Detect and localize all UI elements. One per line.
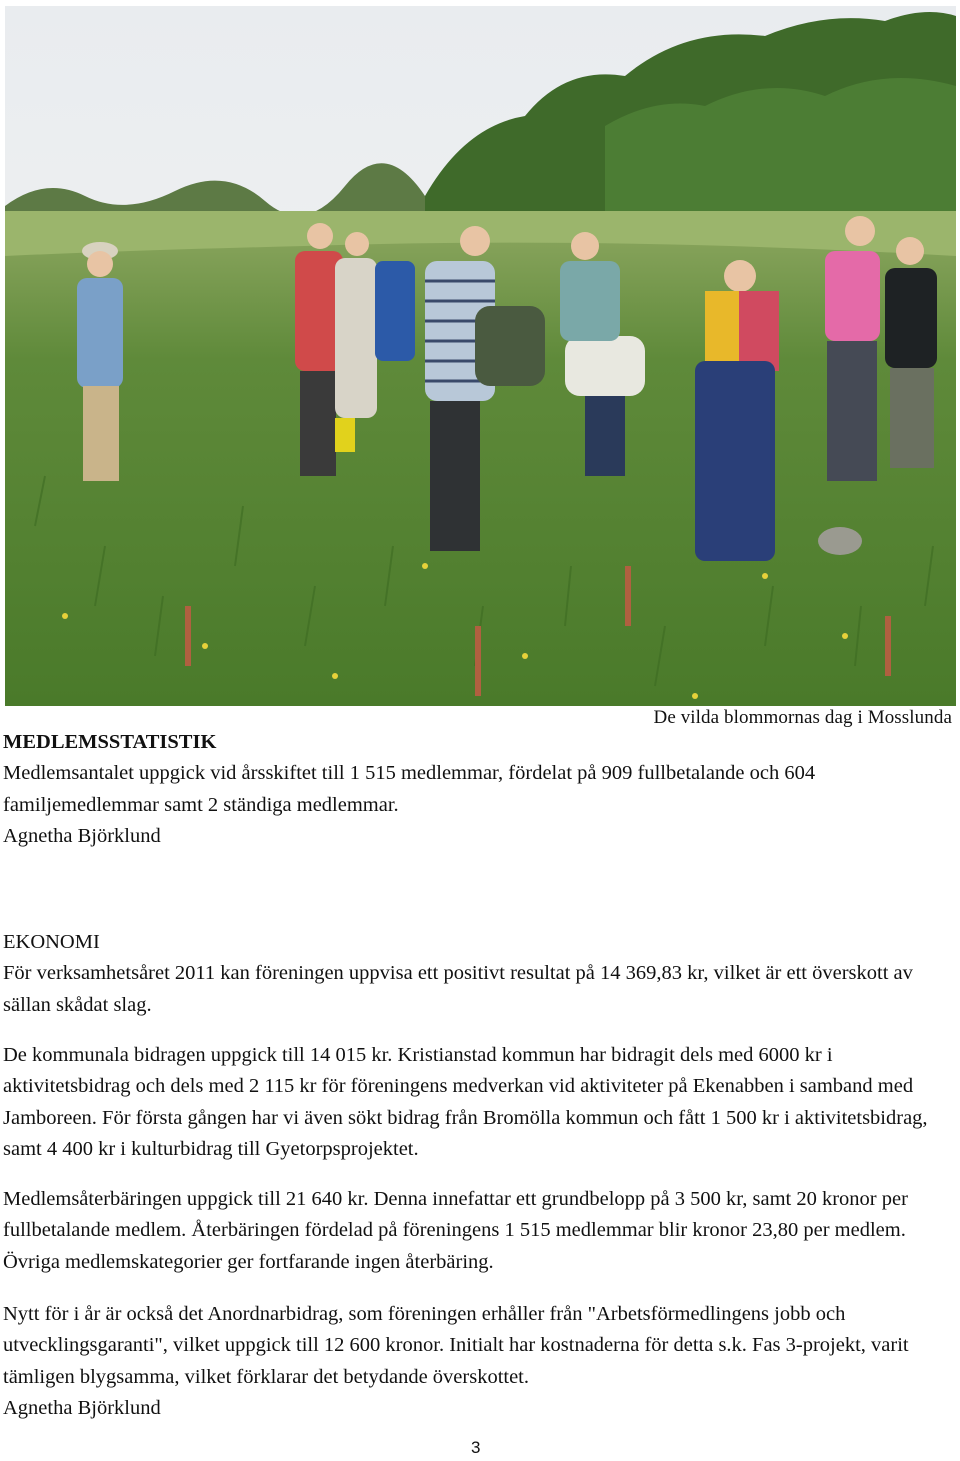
page-number: 3 xyxy=(471,1438,481,1457)
photo-caption: De vilda blommornas dag i Mosslunda xyxy=(653,707,952,728)
ekonomi-section xyxy=(3,927,953,1021)
meadow-scene-icon xyxy=(5,6,956,706)
ekonomi-result-paragraph: För verksamhetsåret 2011 kan föreningen uppvisa ett positivt resultat på 14 369,83 kr, vilket är ett överskott av sällan skådat slag. xyxy=(3,962,913,1016)
ekonomi-heading: EKONOMI xyxy=(3,931,100,953)
ekonomi-kommunala-bidrag-paragraph: De kommunala bidragen uppgick till 14 015 kr. Kristianstad kommun har bidragit dels med 6000 kr i aktivitetsbidrag och dels med 2 115 kr för föreningens medverkan vid aktiviteter på Ekenabben i samband med Jamboreen. För första gången har vi även sökt bidrag från Bromölla kommun och fått 1 500 kr i aktivitetsbidrag, samt 4 400 kr i kulturbidrag till Gyetorpsprojektet. xyxy=(3,1044,928,1160)
ekonomi-anordnarbidrag-paragraph: Nytt för i år är också det Anordnarbidrag, som föreningen erhåller från "Arbetsförmedlingens jobb och utvecklingsgaranti", vilket uppgick till 12 600 kronor. Initialt har kostnaderna för detta s.k. Fas 3-projekt, varit tämligen blygsamma, vilket förklarar det betydande överskottet. xyxy=(3,1303,909,1388)
medlemsstatistik-signature: Agnetha Björklund xyxy=(3,824,161,847)
excursion-photo xyxy=(5,6,956,706)
medlemsstatistik-section xyxy=(3,727,953,852)
ekonomi-signature: Agnetha Björklund xyxy=(3,1397,161,1419)
medlemsstatistik-heading: MEDLEMSSTATISTIK xyxy=(3,731,217,753)
ekonomi-aterbaring-paragraph: Medlemsåterbäringen uppgick till 21 640 kr. Denna innefattar ett grundbelopp på 3 500 kr, samt 20 kronor per fullbetalande medlem. Återbäringen fördelad på föreningens 1 515 medlemmar blir kronor 23,80 per medlem. Övriga medlemskategorier ger fortfarande ingen återbäring. xyxy=(3,1188,908,1273)
medlemsstatistik-body: Medlemsantalet uppgick vid årsskiftet till 1 515 medlemmar, fördelat på 909 fullbetalande och 604 familjemedlemmar samt 2 ständiga medlemmar. xyxy=(3,762,816,816)
